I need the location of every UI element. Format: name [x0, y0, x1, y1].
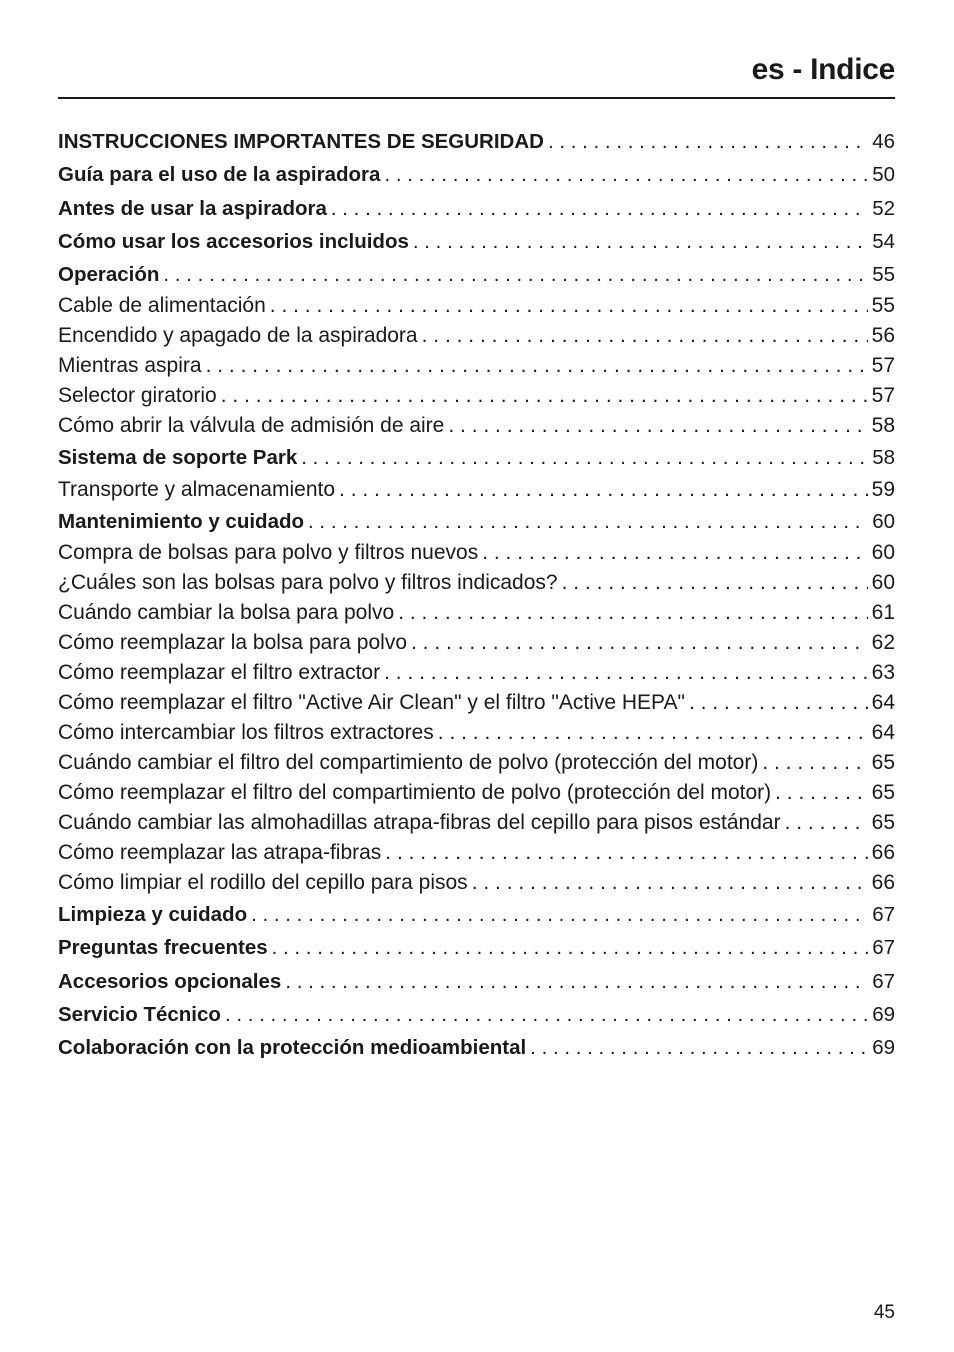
toc-entry[interactable]: [58, 998, 895, 1031]
toc-entry[interactable]: [58, 965, 895, 998]
toc-entry-label: Cómo usar los accesorios incluidos: [58, 229, 409, 253]
toc-entry[interactable]: [58, 688, 895, 718]
toc-entry[interactable]: [58, 441, 895, 474]
toc-entry[interactable]: [58, 475, 895, 505]
toc-entry-page: 55: [872, 263, 895, 287]
toc-entry-label: Cómo intercambiar los filtros extractores: [58, 721, 434, 745]
toc-entry-page: 65: [871, 751, 895, 775]
toc-entry-page: 63: [871, 661, 895, 685]
dot-leader: [762, 748, 867, 778]
toc-entry-label: Compra de bolsas para polvo y filtros nuevos: [58, 541, 479, 565]
toc-entry[interactable]: [58, 1031, 895, 1064]
toc-entry-page: 62: [871, 631, 895, 655]
toc-entry-label: Limpieza y cuidado: [58, 903, 248, 927]
toc-entry-page: 69: [872, 1036, 895, 1060]
dot-leader: [308, 505, 868, 538]
dot-leader: [398, 598, 867, 628]
toc-entry-page: 66: [871, 871, 895, 895]
dot-leader: [251, 898, 868, 931]
toc-entry-page: 50: [872, 163, 895, 187]
toc-entry[interactable]: [58, 351, 895, 381]
dot-leader: [270, 291, 868, 321]
toc-entry[interactable]: [58, 931, 895, 964]
toc-entry-page: 57: [871, 354, 895, 378]
dot-leader: [413, 225, 868, 258]
dot-leader: [384, 658, 868, 688]
dot-leader: [301, 441, 868, 474]
toc-entry[interactable]: [58, 568, 895, 598]
toc-entry-label: Cuándo cambiar las almohadillas atrapa-fibras del cepillo para pisos estándar: [58, 811, 781, 835]
toc-entry-page: 61: [871, 601, 895, 625]
toc-entry-label: Mientras aspira: [58, 354, 202, 378]
toc-entry-label: Cómo reemplazar la bolsa para polvo: [58, 631, 408, 655]
dot-leader: [272, 931, 869, 964]
dot-leader: [206, 351, 868, 381]
dot-leader: [689, 688, 868, 718]
toc-entry-page: 52: [872, 196, 895, 220]
toc-entry-label: Antes de usar la aspiradora: [58, 196, 327, 220]
toc-entry[interactable]: [58, 258, 895, 291]
dot-leader: [225, 998, 868, 1031]
dot-leader: [163, 258, 868, 291]
toc-entry-label: Cómo reemplazar las atrapa-fibras: [58, 841, 382, 865]
toc-entry-page: 58: [871, 414, 895, 438]
toc-entry-page: 65: [871, 811, 895, 835]
toc-entry-page: 59: [871, 477, 895, 501]
toc-entry[interactable]: [58, 291, 895, 321]
toc-entry-page: 46: [872, 130, 895, 153]
toc-entry-label: Sistema de soporte Park: [58, 446, 298, 470]
dot-leader: [384, 158, 868, 191]
toc-entry-label: Cómo limpiar el rodillo del cepillo para pisos: [58, 871, 468, 895]
dot-leader: [785, 808, 868, 838]
toc-entry-label: Cuándo cambiar la bolsa para polvo: [58, 601, 395, 625]
toc-entry-page: 54: [872, 229, 895, 253]
toc-entry-label: Operación: [58, 263, 160, 287]
toc-entry-page: 67: [872, 969, 895, 993]
toc-entry-label: Cómo abrir la válvula de admisión de aire: [58, 414, 445, 438]
page-title: es - Indice: [751, 53, 895, 86]
toc-entry[interactable]: [58, 321, 895, 351]
toc-entry-label: Cable de alimentación: [58, 294, 266, 318]
dot-leader: [530, 1031, 868, 1064]
toc-entry[interactable]: [58, 718, 895, 748]
toc-entry[interactable]: [58, 658, 895, 688]
toc-entry-page: 65: [871, 781, 895, 805]
toc-entry[interactable]: [58, 158, 895, 191]
dot-leader: [562, 568, 868, 598]
title-divider: [58, 97, 895, 99]
dot-leader: [548, 125, 868, 158]
dot-leader: [472, 868, 868, 898]
toc-entry-page: 57: [871, 384, 895, 408]
toc-entry-page: 64: [871, 721, 895, 745]
dot-leader: [411, 628, 868, 658]
toc-entry-label: Servicio Técnico: [58, 1002, 221, 1026]
toc-entry-label: Transporte y almacenamiento: [58, 477, 336, 501]
toc-entry[interactable]: [58, 411, 895, 441]
toc-entry[interactable]: [58, 868, 895, 898]
toc-entry[interactable]: [58, 838, 895, 868]
table-of-contents: [58, 125, 895, 1065]
toc-entry[interactable]: [58, 225, 895, 258]
toc-entry-label: INSTRUCCIONES IMPORTANTES DE SEGURIDAD: [58, 130, 544, 153]
toc-entry-label: Accesorios opcionales: [58, 969, 282, 993]
toc-entry[interactable]: [58, 898, 895, 931]
toc-entry[interactable]: [58, 808, 895, 838]
toc-entry[interactable]: [58, 505, 895, 538]
dot-leader: [221, 381, 868, 411]
toc-entry-page: 60: [871, 541, 895, 565]
toc-entry-page: 60: [872, 509, 895, 533]
toc-entry-page: 69: [872, 1002, 895, 1026]
toc-entry-page: 55: [871, 294, 895, 318]
dot-leader: [438, 718, 868, 748]
toc-entry[interactable]: [58, 748, 895, 778]
toc-entry-label: Selector giratorio: [58, 384, 217, 408]
toc-entry[interactable]: [58, 381, 895, 411]
toc-entry-page: 60: [871, 571, 895, 595]
toc-entry[interactable]: [58, 538, 895, 568]
toc-entry-label: ¿Cuáles son las bolsas para polvo y filtros indicados?: [58, 571, 558, 595]
toc-entry-page: 66: [871, 841, 895, 865]
toc-entry-page: 64: [871, 691, 895, 715]
toc-entry-label: Colaboración con la protección medioambiental: [58, 1036, 527, 1060]
toc-entry-page: 67: [872, 936, 895, 960]
toc-entry[interactable]: [58, 628, 895, 658]
page-number: 45: [873, 1302, 895, 1323]
dot-leader: [448, 411, 867, 441]
toc-entry[interactable]: [58, 778, 895, 808]
toc-entry-page: 67: [872, 903, 895, 927]
toc-entry-label: Preguntas frecuentes: [58, 936, 268, 960]
toc-entry-label: Cómo reemplazar el filtro del compartimiento de polvo (protección del motor): [58, 781, 772, 805]
toc-entry[interactable]: [58, 125, 895, 158]
dot-leader: [422, 321, 868, 351]
toc-entry-label: Cómo reemplazar el filtro extractor: [58, 661, 381, 685]
toc-entry-page: 56: [871, 324, 895, 348]
toc-entry[interactable]: [58, 598, 895, 628]
dot-leader: [775, 778, 868, 808]
dot-leader: [385, 838, 867, 868]
toc-entry[interactable]: [58, 192, 895, 225]
toc-entry-label: Encendido y apagado de la aspiradora: [58, 324, 418, 348]
toc-entry-label: Cuándo cambiar el filtro del compartimiento de polvo (protección del motor): [58, 751, 759, 775]
toc-entry-label: Guía para el uso de la aspiradora: [58, 163, 381, 187]
dot-leader: [482, 538, 867, 568]
toc-entry-label: Mantenimiento y cuidado: [58, 509, 305, 533]
toc-entry-label: Cómo reemplazar el filtro "Active Air Clean" y el filtro "Active HEPA": [58, 691, 685, 715]
dot-leader: [285, 965, 868, 998]
dot-leader: [331, 192, 868, 225]
dot-leader: [339, 475, 868, 505]
toc-entry-page: 58: [872, 446, 895, 470]
